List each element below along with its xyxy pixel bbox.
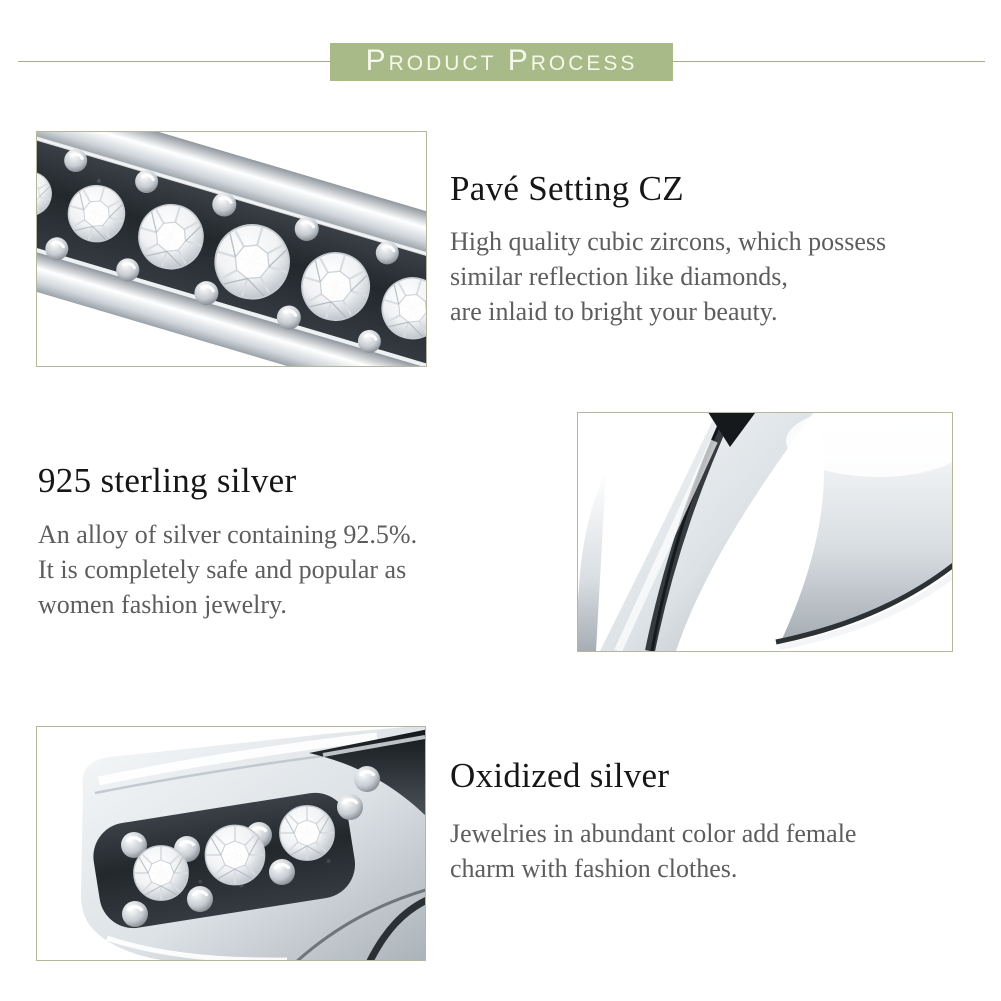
polished-silver-illustration bbox=[578, 413, 952, 651]
page-title: Product Process bbox=[365, 44, 638, 77]
body-line: are inlaid to bright your beauty. bbox=[450, 297, 778, 326]
body-line: It is completely safe and popular as bbox=[38, 555, 407, 584]
section-body-925-sterling-silver bbox=[38, 517, 417, 622]
oxidized-silver-closeup-photo bbox=[36, 726, 426, 961]
body-line: charm with fashion clothes. bbox=[450, 854, 738, 883]
body-line: Jewelries in abundant color add female bbox=[450, 819, 857, 848]
oxidized-silver-illustration bbox=[37, 727, 425, 960]
body-line: An alloy of silver containing 92.5%. bbox=[38, 520, 418, 549]
polished-925-silver-closeup-photo bbox=[577, 412, 953, 652]
pave-set-cz-band-closeup-photo bbox=[36, 131, 427, 367]
body-line: similar reflection like diamonds, bbox=[450, 262, 788, 291]
section-heading-oxidized-silver: Oxidized silver bbox=[450, 756, 670, 795]
body-line: women fashion jewelry. bbox=[38, 590, 287, 619]
section-body-pave-setting-cz bbox=[450, 224, 886, 329]
section-heading-pave-setting-cz: Pavé Setting CZ bbox=[450, 169, 684, 208]
section-body-oxidized-silver bbox=[450, 816, 856, 886]
pave-band-illustration bbox=[37, 132, 426, 366]
body-line: High quality cubic zircons, which possess bbox=[450, 227, 887, 256]
header-banner bbox=[330, 43, 673, 81]
section-heading-925-sterling-silver: 925 sterling silver bbox=[38, 461, 297, 500]
